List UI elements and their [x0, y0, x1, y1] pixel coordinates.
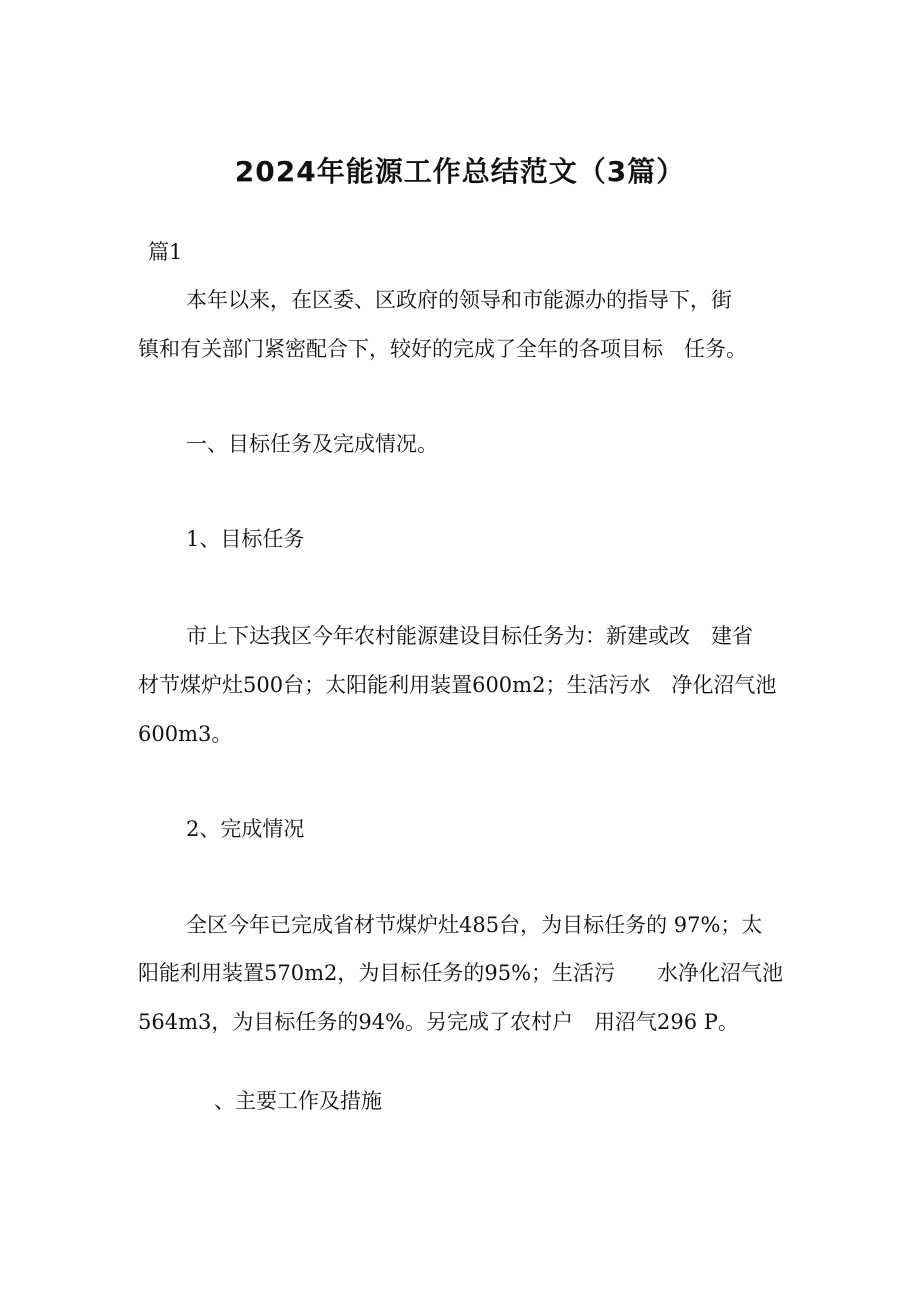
- completion-paragraph-line-2: 阳能利用装置570m2，为目标任务的95%；生活污 水净化沼气池: [138, 961, 784, 985]
- intro-paragraph-line-1: 本年以来，在区委、区政府的领导和市能源办的指导下，街: [186, 288, 732, 312]
- targets-paragraph-line-3: 600m3。: [138, 722, 233, 746]
- section-label: 篇1: [148, 240, 183, 264]
- intro-paragraph-line-2: 镇和有关部门紧密配合下，较好的完成了全年的各项目标 任务。: [138, 337, 747, 361]
- document-title: 2024年能源工作总结范文（3篇）: [234, 155, 686, 188]
- heading-main-work-and-measures: 、主要工作及措施: [214, 1089, 382, 1113]
- targets-paragraph-line-1: 市上下达我区今年农村能源建设目标任务为：新建或改 建省: [186, 624, 753, 648]
- heading-completion: 2、完成情况: [186, 817, 305, 841]
- heading-targets: 1、目标任务: [186, 527, 305, 551]
- completion-paragraph-line-1: 全区今年已完成省材节煤炉灶485台，为目标任务的 97%；太: [186, 913, 763, 937]
- heading-targets-and-completion: 一、目标任务及完成情况。: [186, 432, 438, 456]
- completion-paragraph-line-3: 564m3，为目标任务的94%。另完成了农村户 用沼气296 P。: [138, 1010, 739, 1034]
- targets-paragraph-line-2: 材节煤炉灶500台；太阳能利用装置600m2；生活污水 净化沼气池: [138, 673, 777, 697]
